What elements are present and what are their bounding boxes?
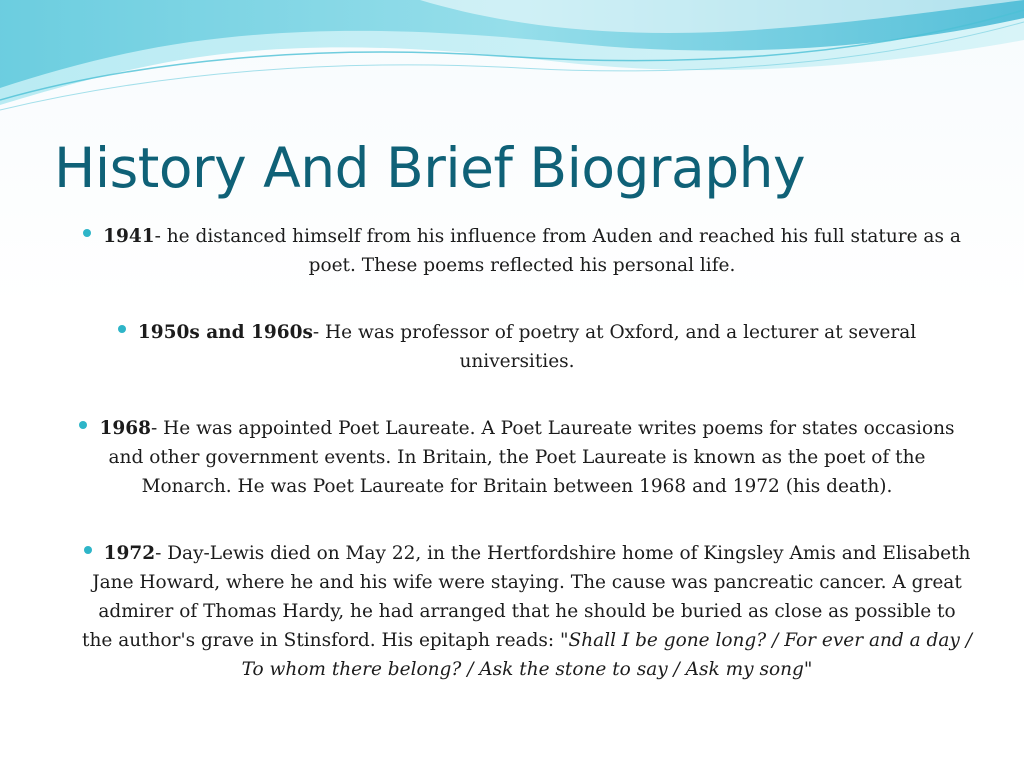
bullet-dot-icon bbox=[83, 229, 91, 237]
bullet-year: 1968 bbox=[99, 418, 151, 439]
bullet-text: - he distanced himself from his influence from Auden and reached his full stature as a poet. These poems reflected his personal life. bbox=[154, 226, 961, 276]
bullet-text: - He was professor of poetry at Oxford, and a lecturer at several universities. bbox=[312, 322, 917, 372]
bullet-dot-icon bbox=[84, 546, 92, 554]
bullet-year: 1941 bbox=[103, 226, 155, 247]
epitaph-quote: Shall I be gone long? / For ever and a day / To whom there belong? / Ask the stone to say / Ask my song bbox=[241, 630, 972, 680]
bullet-dot-icon bbox=[118, 325, 126, 333]
decorative-wave-header bbox=[0, 0, 1024, 130]
slide-title: History And Brief Biography bbox=[54, 136, 806, 200]
bullet-item-1972 bbox=[62, 539, 972, 684]
bullet-year: 1950s and 1960s bbox=[137, 322, 313, 343]
bullet-dot-icon bbox=[79, 421, 87, 429]
bullet-item-1950s bbox=[62, 318, 972, 376]
bullet-text: - He was appointed Poet Laureate. A Poet Laureate writes poems for states occasions and other government events. In Britain, the Poet Laureate is known as the poet of the Monarch. He was Poet Laureate for Britain between 1968 and 1972 (his death). bbox=[108, 418, 955, 497]
quote-close: " bbox=[803, 659, 813, 680]
bullet-item-1941 bbox=[62, 222, 972, 280]
bullet-text: - Day-Lewis died on May 22, in the Hertfordshire home of Kingsley Amis and Elisabeth Jane Howard, where he and his wife were staying. The cause was pancreatic cancer. A great admirer of Thomas Hardy, he had arranged that he should be buried as close as possible to the author's grave in Stinsford. His epitaph reads: " bbox=[82, 543, 971, 651]
bullet-list bbox=[62, 222, 972, 722]
bullet-year: 1972 bbox=[103, 543, 156, 564]
bullet-item-1968 bbox=[62, 414, 972, 501]
